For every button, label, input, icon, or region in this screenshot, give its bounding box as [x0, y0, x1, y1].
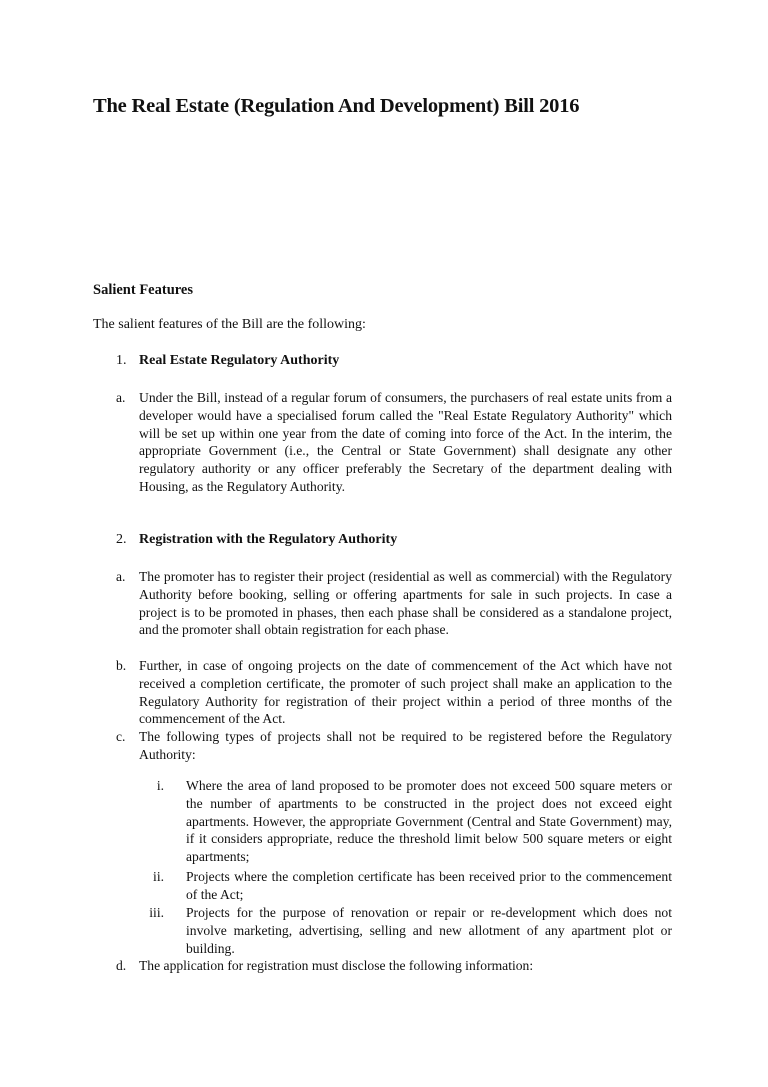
section-2-item-c	[116, 728, 672, 764]
item-text: The promoter has to register their project (residential as well as commercial) with the Regulatory Authority before booking, selling or offering apartments for sale in such projects. In case a project is to be promoted in phases, then each phase shall be considered as a standalone project, and the promoter shall obtain registration for each phase.	[139, 569, 672, 638]
section-1-title: Real Estate Regulatory Authority	[139, 353, 340, 368]
subitem-marker: iii.	[149, 905, 164, 920]
section-2-item-d	[116, 957, 672, 975]
item-marker: a.	[116, 569, 126, 584]
section-2-item-b	[116, 657, 672, 728]
item-marker: a.	[116, 390, 126, 405]
item-marker: b.	[116, 658, 127, 673]
section-2-subitem-i	[140, 777, 672, 866]
section-2-subitem-iii	[140, 904, 672, 957]
section-2-title: Registration with the Regulatory Authority	[139, 532, 398, 547]
section-2-number: 2.	[116, 532, 127, 547]
subitem-text: Projects where the completion certificate has been received prior to the commencement of the Act;	[186, 869, 672, 902]
salient-features-heading: Salient Features	[93, 282, 194, 298]
section-1-heading	[116, 353, 339, 369]
section-1-item-a	[116, 389, 672, 496]
subitem-text: Projects for the purpose of renovation or repair or re-development which does not involve marketing, advertising, selling and new allotment of any apartment plot or building.	[186, 905, 672, 956]
intro-paragraph: The salient features of the Bill are the following:	[93, 317, 366, 332]
section-2-heading	[116, 532, 397, 548]
document-title: The Real Estate (Regulation And Development) Bill 2016	[93, 95, 580, 117]
item-text: The application for registration must disclose the following information:	[139, 958, 534, 973]
item-text: The following types of projects shall not be required to be registered before the Regulatory Authority:	[139, 729, 672, 762]
section-2-subitem-ii	[140, 868, 672, 904]
subitem-text: Where the area of land proposed to be promoter does not exceed 500 square meters or the number of apartments to be constructed in the project does not exceed eight apartments. However, the appropriate Government (Central and State Government) may, if it considers appropriate, reduce the threshold limit below 500 square meters or eight apartments;	[186, 778, 672, 865]
item-text: Under the Bill, instead of a regular forum of consumers, the purchasers of real estate units from a developer would have a specialised forum called the "Real Estate Regulatory Authority" which will be set up within one year from the date of coming into force of the Act. In the interim, the appropriate Government (i.e., the Central or State Government) shall designate any other regulatory authority or any officer preferably the Secretary of the department dealing with Housing, as the Regulatory Authority.	[139, 390, 672, 494]
section-2-item-a	[116, 568, 672, 639]
subitem-marker: i.	[156, 778, 164, 793]
item-marker: c.	[116, 729, 126, 744]
section-1-number: 1.	[116, 353, 127, 368]
item-text: Further, in case of ongoing projects on the date of commencement of the Act which have not received a completion certificate, the promoter of such project shall make an application to the Regulatory Authority for registration of their project within a period of three months of the commencement of the Act.	[139, 658, 672, 727]
item-marker: d.	[116, 958, 127, 973]
subitem-marker: ii.	[153, 869, 164, 884]
